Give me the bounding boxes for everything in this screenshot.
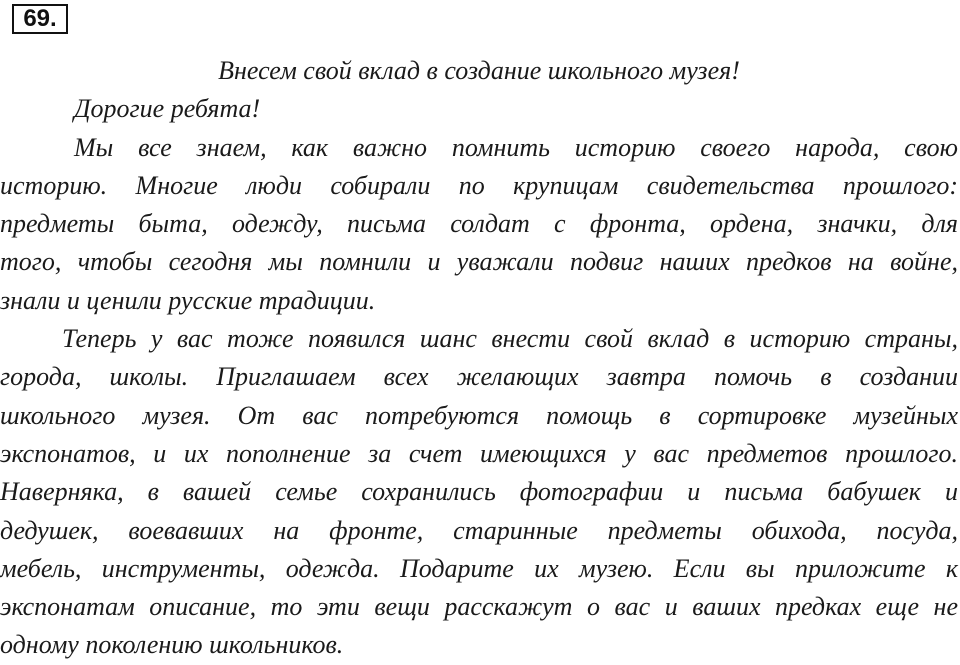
letter-title: Внесем свой вклад в создание школьного музея! xyxy=(218,56,740,85)
text-line: историю. Многие люди собирали по крупицам свидетельства прошлого: xyxy=(0,170,958,200)
text-line: Наверняка, в вашей семье сохранились фотографии и письма бабушек и xyxy=(0,477,958,507)
text-line: экспонатам описание, то эти вещи расскажут о вас и ваших предках еще не xyxy=(0,592,958,622)
text-line: школьного музея. От вас потребуются помощь в сортировке музейных xyxy=(0,400,958,430)
text-line: города, школы. Приглашаем всех желающих завтра помочь в создании xyxy=(0,362,958,392)
text-line: мебель, инструменты, одежда. Подарите их музею. Если вы приложите к xyxy=(0,553,958,583)
paragraph-1 xyxy=(0,129,958,320)
letter-text xyxy=(0,52,958,665)
letter-salutation: Дорогие ребята! xyxy=(74,94,261,124)
text-line: того, чтобы сегодня мы помнили и уважали подвиг наших предков на войне, xyxy=(0,247,958,277)
text-line: одному поколению школьников. xyxy=(0,630,344,660)
text-line: дедушек, воевавших на фронте, старинные предметы обихода, посуда, xyxy=(0,515,958,545)
text-line: Теперь у вас тоже появился шанс внести свой вклад в историю страны, xyxy=(62,324,958,354)
text-line: знали и ценили русские традиции. xyxy=(0,285,376,315)
paragraph-2 xyxy=(0,320,958,665)
text-line: экспонатов, и их пополнение за счет имеющихся у вас предметов прошлого. xyxy=(0,438,958,468)
text-line: Мы все знаем, как важно помнить историю своего народа, свою xyxy=(74,132,958,162)
exercise-number: 69. xyxy=(12,4,68,34)
text-line: предметы быта, одежду, письма солдат с фронта, ордена, значки, для xyxy=(0,209,958,239)
